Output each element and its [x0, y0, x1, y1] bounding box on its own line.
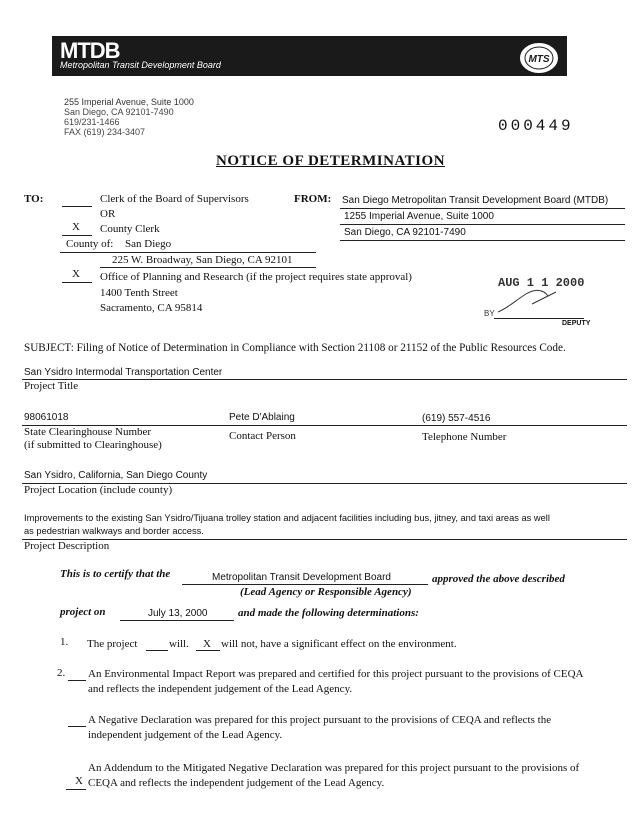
description-line-2: as pedestrian walkways and border access. [24, 526, 204, 536]
opr-check-mark: X [72, 268, 80, 280]
certify-agency-label: (Lead Agency or Responsible Agency) [240, 586, 412, 598]
certify-prefix: This is to certify that the [60, 568, 171, 580]
mtdb-logo: MTDB [60, 38, 120, 63]
letterhead-phone: 619/231-1466 [64, 117, 120, 127]
addendum-check-mark: X [75, 775, 83, 787]
seal-text: MTS [528, 54, 550, 65]
item-1-text-b: will not, have a significant effect on the environment. [221, 638, 457, 650]
filing-stamp-by: BY [484, 309, 495, 318]
mts-seal-icon [517, 40, 561, 76]
certify-agency-line [182, 584, 428, 585]
approval-date: July 13, 2000 [148, 608, 208, 619]
letterhead-bar [52, 36, 567, 76]
county-of-value: San Diego [125, 238, 172, 250]
contact-value: Pete D'Ablaing [229, 412, 295, 423]
document-number: 000449 [498, 117, 574, 135]
contact-label: Contact Person [229, 430, 296, 442]
eir-text-1: An Environmental Impact Report was prepared and certified for this project pursuant to the provisions of CEQA [88, 668, 584, 680]
will-not-check-mark: X [203, 638, 211, 650]
item-2-number: 2. [57, 667, 66, 679]
addendum-checkbox-line [66, 789, 86, 790]
letterhead-address-1: 255 Imperial Avenue, Suite 1000 [64, 97, 194, 107]
item-1-will: will. [169, 638, 189, 650]
from-street-underline [340, 224, 625, 225]
opr-checkbox-line [62, 282, 92, 283]
county-clerk-checkbox-line [62, 235, 92, 236]
or-text: OR [100, 208, 116, 220]
opr-street: 1400 Tenth Street [100, 287, 178, 299]
county-address: 225 W. Broadway, San Diego, CA 92101 [112, 254, 293, 266]
signature-mark [496, 286, 566, 316]
deputy-line [494, 318, 584, 319]
nd-text-2: independent judgement of the Lead Agency. [88, 729, 283, 741]
certify-agency: Metropolitan Transit Development Board [212, 572, 391, 583]
item-1-text-a: The project [87, 638, 138, 650]
from-city: San Diego, CA 92101-7490 [344, 227, 466, 238]
project-title-line [22, 379, 627, 380]
clerk-board-checkbox [62, 206, 92, 207]
phone-value: (619) 557-4516 [422, 413, 491, 424]
clearinghouse-value: 98061018 [24, 412, 69, 423]
description-line [22, 539, 627, 540]
from-street: 1255 Imperial Avenue, Suite 1000 [344, 211, 494, 222]
to-label: TO: [24, 193, 44, 205]
nd-text-1: A Negative Declaration was prepared for this project pursuant to the provisions of CEQA and reflects the [88, 714, 552, 726]
will-not-checkbox-line [196, 650, 220, 651]
location-value: San Ysidro, California, San Diego County [24, 470, 208, 481]
subject-line: SUBJECT: Filing of Notice of Determination in Compliance with Section 21108 or 21152 of the Public Resources Code. [24, 342, 566, 354]
county-address-underline [100, 267, 316, 268]
eir-checkbox-line [68, 680, 86, 681]
item-1-number: 1. [60, 636, 69, 648]
county-underline [60, 252, 316, 253]
clerk-board-option: Clerk of the Board of Supervisors [100, 193, 249, 205]
determinations-intro: and made the following determinations: [238, 607, 419, 619]
eir-text-2: and reflects the independent judgement of the Lead Agency. [88, 683, 353, 695]
filing-stamp-date: AUG 1 1 2000 [498, 276, 585, 290]
county-clerk-check-mark: X [72, 221, 80, 233]
description-label: Project Description [24, 540, 110, 552]
clearinghouse-sublabel: (if submitted to Clearinghouse) [24, 439, 162, 451]
opr-option: Office of Planning and Research (if the project requires state approval) [100, 271, 412, 283]
from-city-underline [340, 240, 625, 241]
org-name: Metropolitan Transit Development Board [60, 60, 221, 70]
nd-checkbox-line [68, 726, 86, 727]
certify-suffix: approved the above described [432, 573, 565, 585]
project-title-label: Project Title [24, 380, 79, 392]
county-of-label: County of: [66, 238, 114, 250]
page-title: NOTICE OF DETERMINATION [216, 153, 446, 169]
from-agency: San Diego Metropolitan Transit Development Board (MTDB) [342, 195, 609, 206]
will-checkbox-line [146, 650, 168, 651]
phone-label: Telephone Number [422, 431, 507, 443]
project-title-value: San Ysidro Intermodal Transportation Center [24, 367, 223, 378]
project-on-label: project on [60, 606, 106, 618]
deputy-label: DEPUTY [562, 320, 591, 327]
opr-city: Sacramento, CA 95814 [100, 302, 203, 314]
from-agency-underline [340, 208, 625, 209]
letterhead-fax: FAX (619) 234-3407 [64, 127, 146, 137]
letterhead-address-2: San Diego, CA 92101-7490 [64, 107, 174, 117]
clearinghouse-label: State Clearinghouse Number [24, 426, 152, 438]
description-line-1: Improvements to the existing San Ysidro/Tijuana trolley station and adjacent facilities including bus, jitney, and taxi areas as well [24, 513, 550, 523]
county-clerk-option: County Clerk [100, 223, 160, 235]
addendum-text-1: An Addendum to the Mitigated Negative Declaration was prepared for this project pursuant to the provisions of [88, 762, 580, 774]
from-label: FROM: [294, 193, 332, 205]
location-label: Project Location (include county) [24, 484, 173, 496]
addendum-text-2: CEQA and reflects the independent judgement of the Lead Agency. [88, 777, 385, 789]
approval-date-line [120, 620, 234, 621]
